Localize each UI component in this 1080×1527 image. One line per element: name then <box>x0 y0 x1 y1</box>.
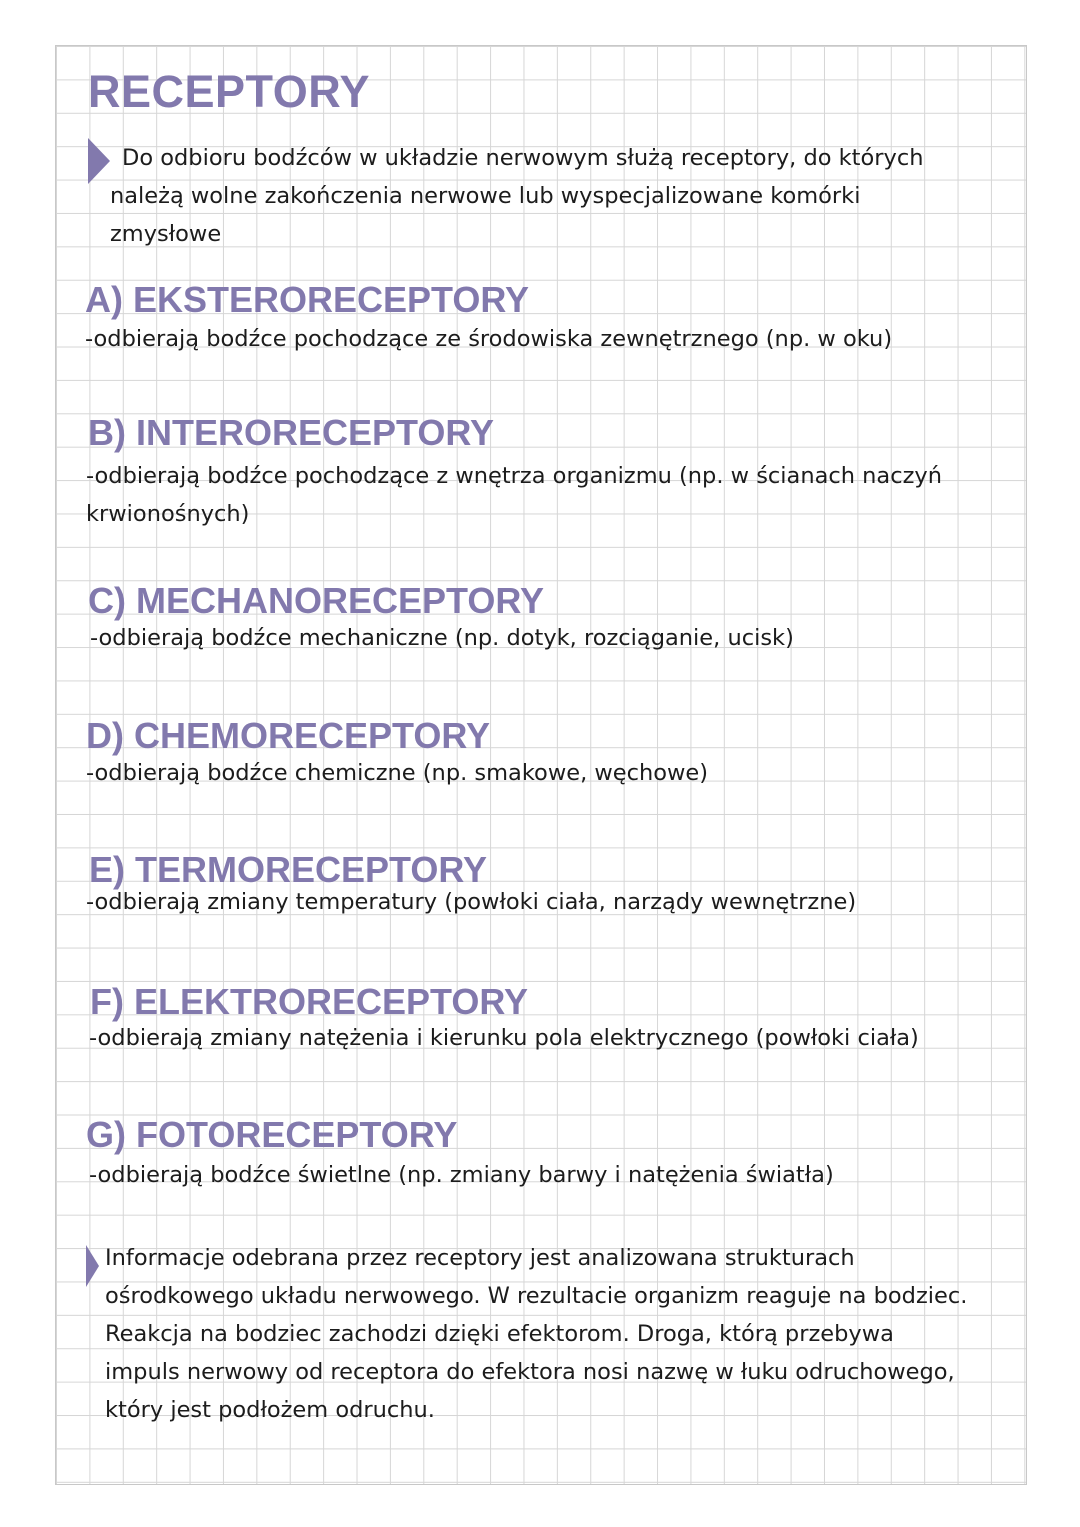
outro-line: impuls nerwowy od receptora do efektora nosi nazwę w łuku odruchowego, <box>105 1359 955 1385</box>
section-description: -odbierają bodźce pochodzące z wnętrza organizmu (np. w ścianach naczyń krwionośnych) <box>86 463 942 527</box>
intro-line: należą wolne zakończenia nerwowe lub wyspecjalizowane komórki <box>110 183 861 209</box>
intro-line: Do odbioru bodźców w układzie nerwowym służą receptory, do których <box>122 145 924 171</box>
bullet-arrow-icon <box>88 138 110 184</box>
section-description: -odbierają bodźce mechaniczne (np. dotyk, rozciąganie, ucisk) <box>90 625 794 651</box>
section-heading: D) CHEMORECEPTORY <box>86 715 491 756</box>
section-heading: A) EKSTERORECEPTORY <box>85 279 530 320</box>
section-description: -odbierają bodźce pochodzące ze środowiska zewnętrznego (np. w oku) <box>85 326 893 352</box>
outro-line: który jest podłożem odruchu. <box>105 1397 435 1423</box>
section-heading: B) INTERORECEPTORY <box>88 412 495 453</box>
section-description: -odbierają zmiany natężenia i kierunku pola elektrycznego (powłoki ciała) <box>89 1025 919 1051</box>
page-title: RECEPTORY <box>88 66 371 117</box>
outro-paragraph <box>105 1239 1035 1429</box>
section-heading: E) TERMORECEPTORY <box>89 849 488 890</box>
section-description: -odbierają bodźce chemiczne (np. smakowe, węchowe) <box>86 760 709 786</box>
section-heading: C) MECHANORECEPTORY <box>88 580 545 621</box>
section-description: -odbierają bodźce świetlne (np. zmiany barwy i natężenia światła) <box>89 1162 834 1188</box>
outro-line: ośrodkowego układu nerwowego. W rezultacie organizm reaguje na bodziec. <box>105 1283 968 1309</box>
outro-line: Informacje odebrana przez receptory jest analizowana strukturach <box>105 1245 855 1271</box>
intro-paragraph <box>110 139 1010 253</box>
section-heading: F) ELEKTRORECEPTORY <box>90 981 529 1022</box>
intro-line: zmysłowe <box>110 221 222 247</box>
section-heading: G) FOTORECEPTORY <box>86 1114 458 1155</box>
outro-line: Reakcja na bodziec zachodzi dzięki efektorom. Droga, którą przebywa <box>105 1321 894 1347</box>
bullet-arrow-icon <box>86 1245 99 1287</box>
section-description: -odbierają zmiany temperatury (powłoki ciała, narządy wewnętrzne) <box>86 889 857 915</box>
